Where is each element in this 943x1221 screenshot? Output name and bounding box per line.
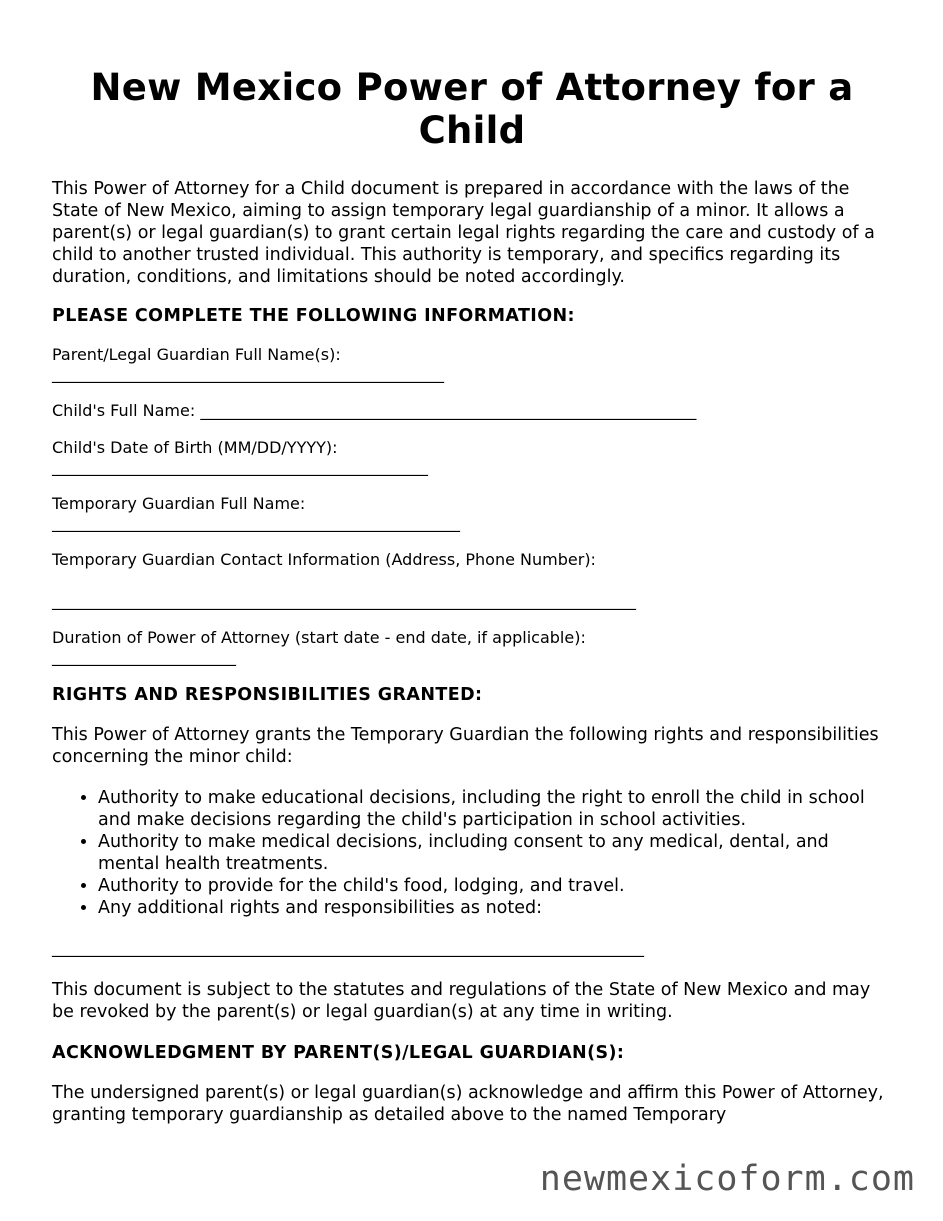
parent-name-field [52,345,892,383]
guardian-name-blank[interactable]: ___________________________________________________ [52,513,460,532]
site-watermark: newmexicoform.com [539,1159,915,1199]
duration-blank[interactable]: _______________________ [52,647,236,666]
child-name-label: Child's Full Name: [52,401,196,420]
guardian-contact-blank[interactable]: _________________________________________________________________________ [52,591,636,610]
guardian-contact-field [52,550,892,610]
rights-list-item: • Authority to make educational decisions, including the right to enroll the child in school and make decisions regarding the child's participation in school activities. [98,787,892,831]
duration-label: Duration of Power of Attorney (start date - end date, if applicable): [52,628,586,647]
child-dob-field [52,438,892,476]
guardian-name-label: Temporary Guardian Full Name: [52,494,306,513]
rights-list [52,787,892,919]
intro-paragraph: This Power of Attorney for a Child document is prepared in accordance with the laws of the State of New Mexico, aiming to assign temporary legal guardianship of a minor. It allows a parent(s) or legal guardian(s) to grant certain legal rights regarding the care and custody of a child to another trusted individual. This authority is temporary, and specifics regarding its duration, conditions, and limitations should be noted accordingly. [52,179,875,287]
guardian-name-field [52,494,892,532]
document-page [52,66,892,1145]
document-title: New Mexico Power of Attorney for a Child [90,66,854,152]
rights-list-item: • Any additional rights and responsibilities as noted: [98,897,892,919]
parent-name-blank[interactable]: _________________________________________________ [52,364,444,383]
acknowledgment-paragraph: The undersigned parent(s) or legal guardian(s) acknowledge and affirm this Power of Attorney, granting temporary guardianship as detailed above to the named Temporary [52,1083,884,1125]
statutes-paragraph: This document is subject to the statutes and regulations of the State of New Mexico and may be revoked by the parent(s) or legal guardian(s) at any time in writing. [52,980,871,1022]
child-dob-label: Child's Date of Birth (MM/DD/YYYY): [52,438,338,457]
additional-rights-blank[interactable]: __________________________________________________________________________ [52,938,644,957]
rights-list-item: • Authority to make medical decisions, including consent to any medical, dental, and mental health treatments. [98,831,892,875]
child-name-field [52,401,892,420]
section-heading-rights: RIGHTS AND RESPONSIBILITIES GRANTED: [52,685,483,705]
duration-field [52,628,892,666]
section-heading-info: PLEASE COMPLETE THE FOLLOWING INFORMATION: [52,306,575,326]
child-name-blank[interactable]: ______________________________________________________________ [200,401,697,420]
rights-list-item: • Authority to provide for the child's food, lodging, and travel. [98,875,892,897]
guardian-contact-label: Temporary Guardian Contact Information (Address, Phone Number): [52,550,596,569]
rights-intro: This Power of Attorney grants the Temporary Guardian the following rights and responsibilities concerning the minor child: [52,725,879,767]
child-dob-blank[interactable]: _______________________________________________ [52,457,428,476]
section-heading-acknowledgment: ACKNOWLEDGMENT BY PARENT(S)/LEGAL GUARDIAN(S): [52,1043,625,1063]
parent-name-label: Parent/Legal Guardian Full Name(s): [52,345,341,364]
